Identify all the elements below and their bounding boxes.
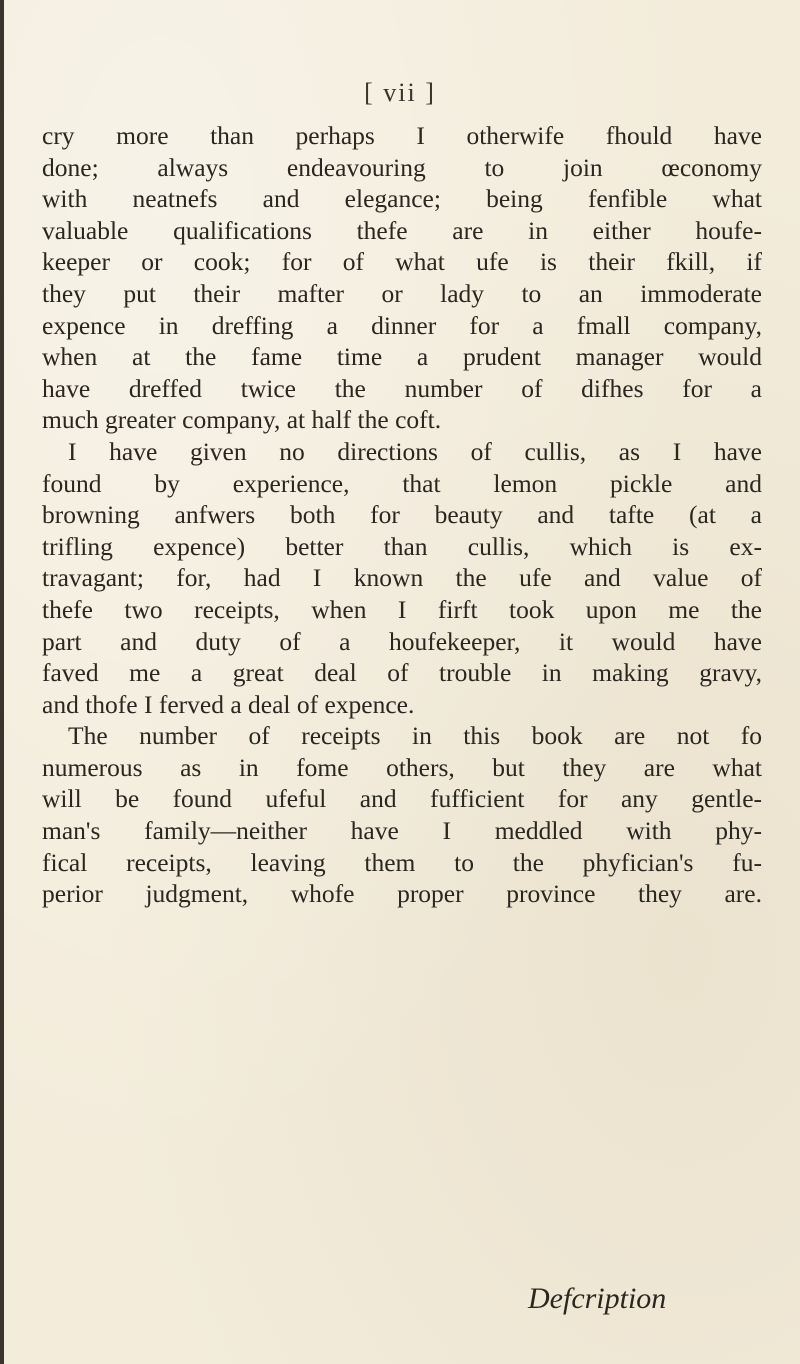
text-line: The number of receipts in this book are not fo: [68, 721, 762, 751]
text-line: numerous as in fome others, but they are what: [42, 752, 762, 782]
text-line: expence in dreffing a dinner for a fmall company,: [42, 310, 762, 340]
page-binding-edge: [0, 0, 4, 1364]
body-text: [42, 120, 762, 910]
page-number-header: [ vii ]: [364, 78, 436, 107]
text-line: when at the fame time a prudent manager would: [42, 342, 762, 372]
text-line: perior judgment, whofe proper province they are.: [42, 879, 762, 909]
text-line: fical receipts, leaving them to the phyfician's fu-: [42, 847, 762, 877]
text-line: done; always endeavouring to join œconomy: [42, 152, 762, 182]
text-line: and thofe I ferved a deal of expence.: [42, 689, 415, 719]
text-line: man's family—neither have I meddled with phy-: [42, 816, 762, 846]
text-line: with neatnefs and elegance; being fenfible what: [42, 184, 762, 214]
text-line: cry more than perhaps I otherwife fhould have: [42, 121, 762, 150]
text-line: travagant; for, had I known the ufe and value of: [42, 563, 762, 593]
text-line: browning anfwers both for beauty and tafte (at a: [42, 500, 762, 530]
text-line: keeper or cook; for of what ufe is their fkill, if: [42, 247, 762, 277]
text-line: valuable qualifications thefe are in either houfe-: [42, 215, 762, 245]
text-line: trifling expence) better than cullis, which is ex-: [42, 531, 762, 561]
text-line: have dreffed twice the number of difhes for a: [42, 373, 762, 403]
text-line: will be found ufeful and fufficient for any gentle-: [42, 784, 762, 814]
text-line: part and duty of a houfekeeper, it would have: [42, 626, 762, 656]
text-line: thefe two receipts, when I firft took upon me the: [42, 594, 762, 624]
text-line: they put their mafter or lady to an immoderate: [42, 278, 762, 308]
text-line: faved me a great deal of trouble in making gravy,: [42, 658, 762, 688]
text-line: I have given no directions of cullis, as I have: [68, 436, 762, 466]
text-line: much greater company, at half the coft.: [42, 405, 442, 435]
catchword: Defcription: [528, 1282, 667, 1315]
text-line: found by experience, that lemon pickle and: [42, 468, 762, 498]
